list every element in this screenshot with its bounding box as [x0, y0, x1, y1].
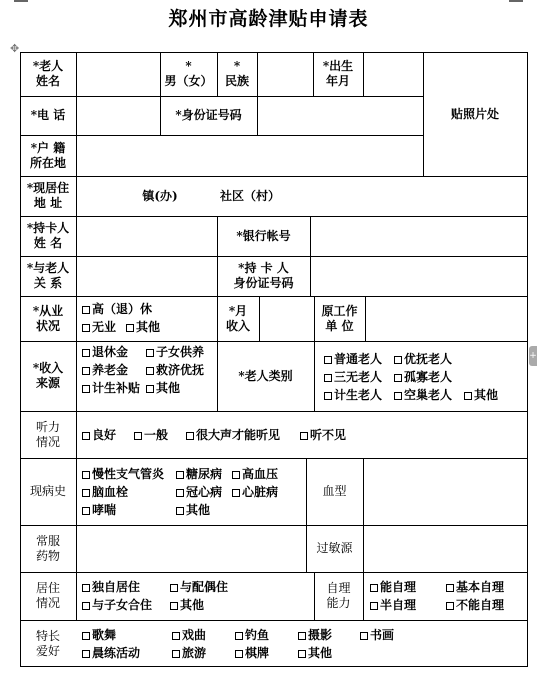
income-source-option[interactable]: 其他	[146, 379, 180, 397]
history-option[interactable]: 其他	[176, 501, 210, 519]
elder-type-option[interactable]: 计生老人	[324, 386, 382, 404]
selfcare-option[interactable]: 不能自理	[446, 596, 504, 614]
elder-type-option[interactable]: 三无老人	[324, 368, 382, 386]
income-source-option[interactable]: 子女供养	[146, 343, 204, 361]
label-residence: *现居住 地 址	[26, 181, 70, 210]
checkbox-icon	[298, 632, 306, 640]
label-relation: *与老人 关 系	[26, 261, 70, 290]
hobby-options	[82, 626, 522, 664]
label-selfcare: 自理 能力	[326, 581, 351, 610]
cardholder-field[interactable]	[77, 217, 216, 255]
label-name: *老人 姓名	[32, 59, 64, 88]
phone-field[interactable]	[77, 97, 159, 134]
history-option[interactable]: 冠心病	[176, 483, 222, 501]
elder-type-option[interactable]: 孤寡老人	[394, 368, 452, 386]
checkbox-icon	[82, 489, 90, 497]
selfcare-option[interactable]: 基本自理	[446, 578, 504, 596]
checkbox-icon	[82, 432, 90, 440]
checkbox-icon	[370, 602, 378, 610]
residence-community-label: 社区（村）	[219, 188, 280, 203]
label-photo: 贴照片处	[450, 106, 499, 121]
checkbox-icon	[172, 632, 180, 640]
checkbox-icon	[176, 489, 184, 497]
hobby-option[interactable]: 其他	[298, 644, 332, 662]
living-option[interactable]: 与子女合住	[82, 596, 152, 614]
label-hearing: 听力 情况	[35, 419, 60, 449]
label-occupation: *从业 状况	[32, 303, 64, 333]
checkbox-icon	[82, 306, 90, 314]
selfcare-option[interactable]: 半自理	[370, 596, 416, 614]
meds-field[interactable]	[77, 526, 305, 571]
income-source-option[interactable]: 养老金	[82, 361, 128, 379]
checkbox-icon	[82, 471, 90, 479]
checkbox-icon	[464, 392, 472, 400]
checkbox-icon	[446, 602, 454, 610]
label-bank-account: *银行帐号	[236, 228, 291, 243]
hobby-option[interactable]: 歌舞	[82, 626, 116, 644]
checkbox-icon	[446, 584, 454, 592]
checkbox-icon	[186, 432, 194, 440]
table-move-handle-icon[interactable]: ✥	[10, 42, 20, 55]
hukou-field[interactable]	[77, 136, 422, 175]
label-cardholder: *持卡人 姓 名	[26, 221, 70, 250]
previous-unit-field[interactable]	[366, 297, 526, 340]
label-ethnicity: * 民族	[224, 59, 249, 88]
checkbox-icon	[170, 602, 178, 610]
checkbox-icon	[232, 471, 240, 479]
checkbox-icon	[324, 392, 332, 400]
occupation-option[interactable]: 高（退）休	[82, 300, 152, 318]
living-option[interactable]: 其他	[170, 596, 204, 614]
label-phone: *电 话	[30, 108, 66, 122]
living-option[interactable]: 独自居住	[82, 578, 140, 596]
label-id-number: *身份证号码	[175, 108, 242, 122]
hobby-option[interactable]: 旅游	[172, 644, 206, 662]
hobby-option[interactable]: 钓鱼	[235, 626, 269, 644]
label-hobby: 特长 爱好	[35, 628, 60, 658]
selfcare-option[interactable]: 能自理	[370, 578, 416, 596]
checkbox-icon	[235, 650, 243, 658]
history-option[interactable]: 哮喘	[82, 501, 116, 519]
checkbox-icon	[170, 584, 178, 592]
cardholder-id-field[interactable]	[311, 257, 526, 295]
history-option[interactable]: 脑血栓	[82, 483, 128, 501]
hearing-option[interactable]: 很大声才能听见	[186, 426, 280, 444]
label-hukou: *户 籍 所在地	[29, 140, 66, 170]
checkbox-icon	[82, 632, 90, 640]
checkbox-icon	[126, 324, 134, 332]
checkbox-icon	[235, 632, 243, 640]
hobby-option[interactable]: 棋牌	[235, 644, 269, 662]
income-source-option[interactable]: 救济优抚	[146, 361, 204, 379]
checkbox-icon	[146, 385, 154, 393]
checkbox-icon	[370, 584, 378, 592]
checkbox-icon	[298, 650, 306, 658]
elder-type-option[interactable]: 其他	[464, 386, 498, 404]
residence-town-label: 镇(办)	[142, 188, 178, 203]
checkbox-icon	[82, 367, 90, 375]
checkbox-icon	[82, 650, 90, 658]
relation-field[interactable]	[77, 257, 216, 295]
id-number-field[interactable]	[258, 97, 422, 134]
checkbox-icon	[300, 432, 308, 440]
label-previous-unit: 原工作 单 位	[321, 303, 358, 333]
label-income: *月 收入	[225, 303, 250, 333]
elder-type-options	[324, 350, 524, 408]
hobby-option[interactable]: 书画	[360, 626, 394, 644]
income-field[interactable]	[260, 297, 313, 340]
income-source-option[interactable]: 退休金	[82, 343, 128, 361]
checkbox-icon	[146, 367, 154, 375]
hobby-option[interactable]: 摄影	[298, 626, 332, 644]
checkbox-icon	[176, 507, 184, 515]
checkbox-icon	[146, 349, 154, 357]
checkbox-icon	[394, 356, 402, 364]
birth-field[interactable]	[364, 53, 422, 95]
side-expand-icon[interactable]: +	[529, 346, 537, 366]
history-options	[82, 465, 304, 523]
checkbox-icon	[82, 324, 90, 332]
occupation-option[interactable]: 无业	[82, 318, 116, 336]
elder-type-option[interactable]: 优抚老人	[394, 350, 452, 368]
label-cardholder-id: *持 卡 人 身份证号码	[233, 261, 294, 290]
checkbox-icon	[394, 392, 402, 400]
label-allergy: 过敏源	[316, 541, 353, 555]
checkbox-icon	[134, 432, 142, 440]
hearing-option[interactable]: 听不见	[300, 426, 346, 444]
checkbox-icon	[324, 356, 332, 364]
hearing-option[interactable]: 良好	[82, 426, 116, 444]
hobby-option[interactable]: 戏曲	[172, 626, 206, 644]
label-history: 现病史	[29, 484, 66, 498]
checkbox-icon	[232, 489, 240, 497]
checkbox-icon	[394, 374, 402, 382]
elder-type-option[interactable]: 空巢老人	[394, 386, 452, 404]
name-field[interactable]	[77, 53, 159, 95]
elder-type-option[interactable]: 普通老人	[324, 350, 382, 368]
checkbox-icon	[82, 507, 90, 515]
label-birth: *出生 年月	[322, 59, 354, 88]
checkbox-icon	[176, 471, 184, 479]
income-source-options	[82, 343, 216, 409]
label-gender: * 男（女）	[164, 59, 213, 88]
checkbox-icon	[82, 584, 90, 592]
history-option[interactable]: 高血压	[232, 465, 278, 483]
history-option[interactable]: 心脏病	[232, 483, 278, 501]
label-elder-type: *老人类别	[238, 368, 293, 383]
living-options	[82, 578, 304, 616]
checkbox-icon	[82, 602, 90, 610]
checkbox-icon	[172, 650, 180, 658]
allergy-field[interactable]	[364, 526, 526, 571]
hearing-option[interactable]: 一般	[134, 426, 168, 444]
blood-field[interactable]	[364, 459, 526, 524]
label-meds: 常服 药物	[35, 533, 60, 563]
income-source-option[interactable]: 计生补贴	[82, 379, 140, 397]
bank-account-field[interactable]	[311, 217, 526, 255]
ethnicity-field[interactable]	[258, 53, 312, 95]
hearing-options	[82, 426, 522, 446]
checkbox-icon	[82, 349, 90, 357]
history-option[interactable]: 慢性支气管炎	[82, 465, 164, 483]
checkbox-icon	[82, 385, 90, 393]
occupation-options	[82, 300, 216, 340]
history-option[interactable]: 糖尿病	[176, 465, 222, 483]
label-living: 居住 情况	[35, 581, 60, 610]
form-title: 郑州市高龄津贴申请表	[168, 8, 369, 30]
checkbox-icon	[360, 632, 368, 640]
hobby-option[interactable]: 晨练活动	[82, 644, 140, 662]
label-blood: 血型	[322, 484, 347, 498]
living-option[interactable]: 与配偶住	[170, 578, 228, 596]
selfcare-options	[370, 578, 524, 616]
occupation-option[interactable]: 其他	[126, 318, 160, 336]
checkbox-icon	[324, 374, 332, 382]
label-income-source: *收入 来源	[32, 361, 64, 390]
